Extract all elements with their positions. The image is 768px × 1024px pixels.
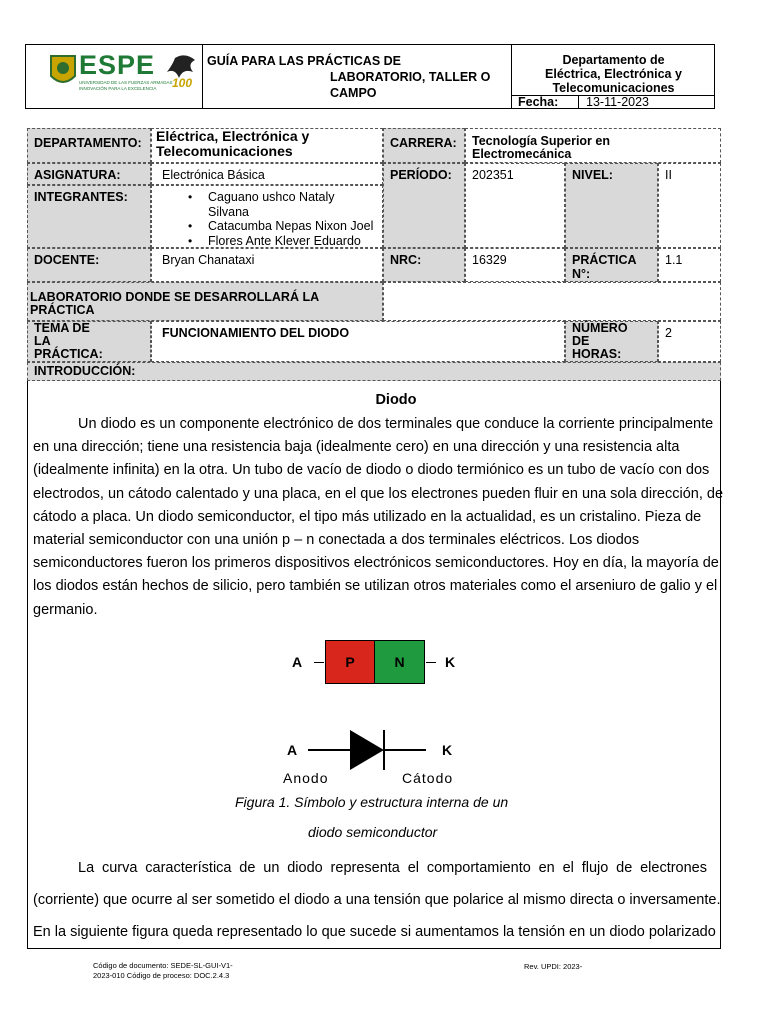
nivel-label-text: NIVEL: <box>572 168 613 182</box>
pn-lead-left <box>314 662 324 663</box>
practica-value-text: 1.1 <box>665 253 683 267</box>
horas-value <box>658 321 721 362</box>
intro-paragraph <box>33 413 723 622</box>
docente-value-text: Bryan Chanataxi <box>162 253 255 267</box>
logo-subtitle-2: INNOVACIÓN PARA LA EXCELENCIA <box>79 86 157 91</box>
horas-label <box>565 321 658 362</box>
p2-line2: (corriente) que ocurre al ser sometido el diodo a una tensión que polarice al mismo directa o inversamente. <box>33 892 721 908</box>
logo-100-badge: 100 <box>172 76 193 90</box>
departamento-label <box>27 128 151 163</box>
integrantes-value <box>151 185 383 248</box>
asignatura-value <box>151 163 383 185</box>
section-heading: Diodo <box>375 392 417 408</box>
p-region <box>325 640 375 684</box>
tema-label-line1: TEMA DE <box>34 321 90 335</box>
symbol-label-k: K <box>442 742 453 758</box>
espe-logo <box>45 50 203 96</box>
docente-label <box>27 248 151 282</box>
practica-label-line1: PRÁCTICA <box>572 253 637 267</box>
p1-line1: Un diodo es un componente electrónico de dos terminales que conduce la corriente principalmente <box>78 416 714 432</box>
header-fecha-divider <box>578 95 579 109</box>
integrantes-label-text: INTEGRANTES: <box>34 190 128 204</box>
integrantes-list <box>178 190 378 248</box>
practica-label-line2: N°: <box>572 267 591 281</box>
p1-line9: germanio. <box>33 601 98 618</box>
tema-value-text: FUNCIONAMIENTO DEL DIODO <box>162 326 350 340</box>
footer-doc-code-line1: Código de documento: SEDE-SL-GUI-V1- <box>93 961 233 970</box>
p1-line8: los diodos están hechos de silicio, pero también se utilizan otros materiales como el arseniuro de galio y el <box>33 578 718 595</box>
nrc-label <box>383 248 465 282</box>
docente-label-text: DOCENTE: <box>34 253 100 267</box>
curve-paragraph <box>33 852 721 948</box>
guide-title-line1: GUÍA PARA LAS PRÁCTICAS DE <box>207 54 401 68</box>
docente-value <box>151 248 383 282</box>
carrera-value <box>465 128 721 163</box>
catodo-label: Cátodo <box>402 770 454 786</box>
fecha-value: 13-11-2023 <box>586 95 650 109</box>
p1-line3: (idealmente infinita) en la otra. Un tubo de vacío de diodo o diodo termiónico es un tubo de vacío con dos <box>33 462 710 479</box>
footer-doc-code-line2: 2023-010 Código de proceso: DOC.2.4.3 <box>93 971 230 980</box>
pn-label-k: K <box>445 654 456 670</box>
periodo-value-text: 202351 <box>472 168 514 182</box>
diode-symbol-figure <box>280 728 480 792</box>
dept-line3: Telecomunicaciones <box>552 81 675 95</box>
anodo-label: Anodo <box>283 770 329 786</box>
integrante-2: • Catacumba Nepas Nixon Joel <box>208 219 378 234</box>
nrc-label-text: NRC: <box>390 253 422 267</box>
nivel-value <box>658 163 721 248</box>
asignatura-label <box>27 163 151 185</box>
integrante-1: • Caguano ushco Nataly <box>208 190 378 205</box>
p2-line1: La curva característica de un diodo representa el comportamiento en el flujo de electrones <box>78 860 707 876</box>
n-region-label: N <box>394 654 405 670</box>
p1-line6: material semiconductor con una unión p – n conectada a dos terminales eléctricos. Los diodos <box>33 532 640 549</box>
p-region-label: P <box>345 654 355 670</box>
asignatura-value-text: Electrónica Básica <box>162 168 265 182</box>
nivel-label <box>565 163 658 248</box>
integrante-3: • Flores Ante Klever Eduardo <box>208 234 378 249</box>
departamento-value <box>151 128 383 163</box>
fecha-label: Fecha: <box>518 95 559 109</box>
laboratorio-value <box>383 282 721 321</box>
p1-line2: en una dirección; tiene una resistencia baja (idealmente cero) en una dirección y una resistencia alta <box>33 439 680 456</box>
carrera-label-text: CARRERA: <box>390 136 457 150</box>
tema-label <box>27 321 151 362</box>
laboratorio-label <box>27 282 383 321</box>
periodo-label <box>383 163 465 248</box>
pn-lead-right <box>426 662 436 663</box>
tema-value <box>151 321 565 362</box>
p1-line7: semiconductores fueron los primeros dispositivos electrónicos semiconductores. Hoy en día, la mayoría de <box>33 555 719 572</box>
pn-structure-figure <box>280 638 480 688</box>
carrera-line2: Electromecánica <box>472 147 572 161</box>
introduccion-label <box>27 362 721 381</box>
nrc-value <box>465 248 565 282</box>
departamento-line1: Eléctrica, Electrónica y <box>156 128 310 144</box>
guide-title-line2: LABORATORIO, TALLER O <box>330 70 491 84</box>
logo-text: ESPE <box>79 50 156 80</box>
integrante-1-cont: Silvana <box>208 204 249 219</box>
nrc-value-text: 16329 <box>472 253 507 267</box>
p1-line4: electrodos, un cátodo calentado y una placa, en el que los electrones pueden fluir en una sola dirección, de <box>33 485 724 502</box>
introduccion-label-text: INTRODUCCIÓN: <box>34 364 136 378</box>
periodo-value <box>465 163 565 248</box>
p1-line5: cátodo a placa. Un diodo semiconductor, el tipo más utilizado en la actualidad, es un cristalino. Pieza de <box>33 508 702 525</box>
practica-value <box>658 248 721 282</box>
guide-title-line3: CAMPO <box>330 86 377 100</box>
periodo-label-text: PERÍODO: <box>390 168 452 182</box>
n-region <box>374 640 425 684</box>
practica-label <box>565 248 658 282</box>
dept-line2: Eléctrica, Electrónica y <box>545 67 682 81</box>
figure-caption-line1: Figura 1. Símbolo y estructura interna de un <box>235 794 509 810</box>
symbol-label-a: A <box>287 742 298 758</box>
horas-label-line2: DE <box>572 334 590 348</box>
departamento-label-text: DEPARTAMENTO: <box>34 136 142 150</box>
carrera-line1: Tecnología Superior en <box>472 134 610 148</box>
departamento-line2: Telecomunicaciones <box>156 143 293 159</box>
figure-caption-line2: diodo semiconductor <box>308 824 438 840</box>
pn-label-a: A <box>292 654 303 670</box>
horas-label-line3: HORAS: <box>572 347 622 361</box>
logo-subtitle-1: UNIVERSIDAD DE LAS FUERZAS ARMADAS <box>79 80 173 85</box>
nivel-value-text: II <box>665 168 672 182</box>
asignatura-label-text: ASIGNATURA: <box>34 168 121 182</box>
footer-rev: Rev. UPDI: 2023- <box>524 962 583 971</box>
footer-rule <box>27 948 721 949</box>
laboratorio-label-line1: LABORATORIO DONDE SE DESARROLLARÁ LA <box>30 290 320 304</box>
p2-line3: En la siguiente figura queda representado lo que sucede si aumentamos la tensión en un diodo polarizado <box>33 924 716 940</box>
tema-label-line3: PRÁCTICA: <box>34 347 103 361</box>
horas-value-text: 2 <box>665 326 672 340</box>
integrantes-label <box>27 185 151 248</box>
carrera-label <box>383 128 465 163</box>
horas-label-line1: NÚMERO <box>572 321 628 335</box>
tema-label-line2: LA <box>34 334 51 348</box>
dept-line1: Departamento de <box>562 53 665 67</box>
laboratorio-label-line2: PRÁCTICA <box>30 303 95 317</box>
